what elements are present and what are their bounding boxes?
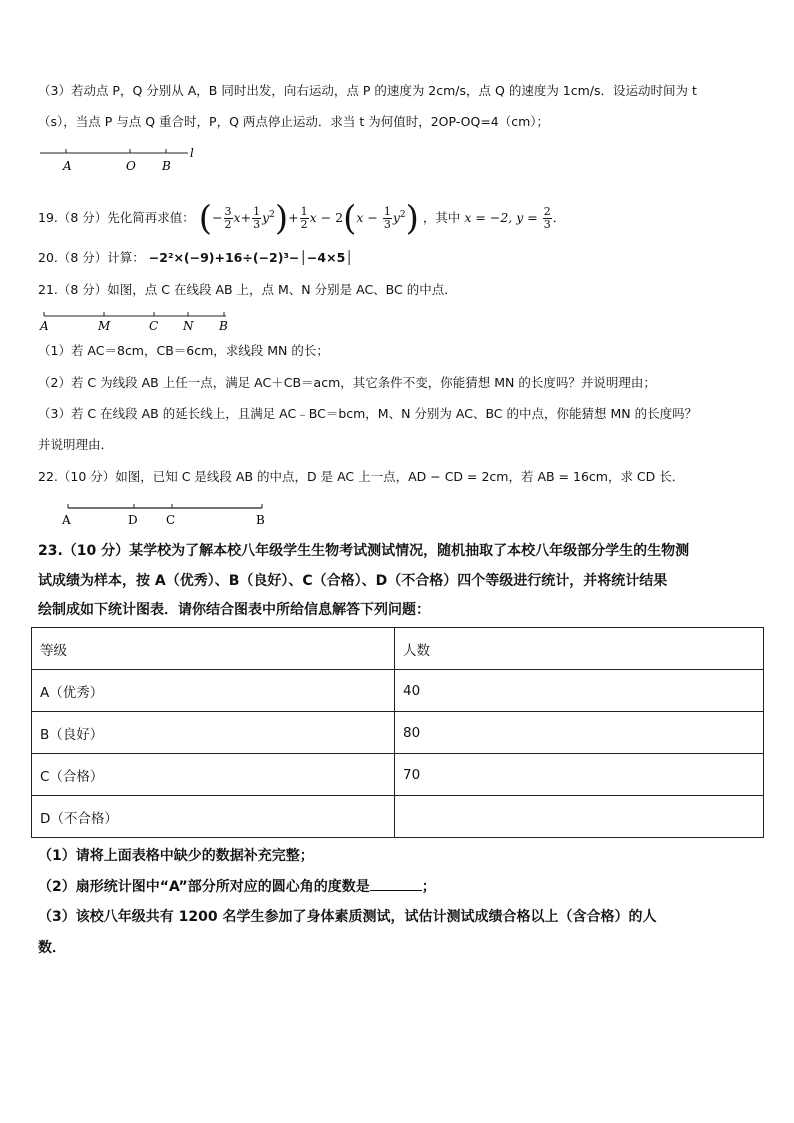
q23-part3-line2: 数． [38, 940, 66, 956]
q18-part3-line1: （3）若动点 P，Q 分别从 A，B 同时出发，向右运动，点 P 的速度为 2cm/s，点 Q 的速度为 1cm/s．设运动时间为 t [38, 83, 697, 98]
q23-part2-prefix: （2）扇形统计图中“A”部分所对应的圆心角的度数是 [38, 879, 370, 895]
q21-label-c: C [149, 319, 159, 333]
q23-line3: 绘制成如下统计图表．请你结合图表中所给信息解答下列问题： [38, 602, 430, 618]
q21-part3-line2: 并说明理由． [38, 437, 114, 452]
q19: 19.（8 分）先化简再求值： (− $\frac{3}{2}$ x+ $\frac{1}{3}$ $y^2)+$ $\frac{1}{2}$ x − 2(x − $\frac{1}{3}$ $y^2$) ，其中 x = −2, y = $\frac{2}{3}$ ． [38, 198, 566, 239]
q19-prefix: 19.（8 分）先化简再求值： [38, 210, 195, 226]
table-row [32, 796, 764, 838]
table-row [32, 670, 764, 712]
q23-part3-line1: （3）该校八年级共有 1200 名学生参加了身体素质测试，试估计测试成绩合格以上（含合格）的人 [38, 909, 657, 925]
q18-label-l: l [190, 146, 194, 160]
q22-text: 22.（10 分）如图，已知 C 是线段 AB 的中点，D 是 AC 上一点，AD − CD = 2cm，若 AB = 16cm，求 CD 长． [38, 469, 685, 484]
q20 [38, 249, 756, 267]
q20-prefix: 20.（8 分）计算： [38, 250, 145, 265]
q19-condition: x = −2, y = [464, 210, 542, 226]
count-cell: 70 [395, 754, 764, 796]
q23-line2: 试成绩为样本，按 A（优秀）、B（良好）、C（合格）、D（不合格）四个等级进行统计，并将统计结果 [38, 573, 668, 589]
grade-cell: A（优秀） [32, 670, 395, 712]
table-header-row [32, 628, 764, 670]
table-row [32, 712, 764, 754]
table-row [32, 754, 764, 796]
q22-label-b: B [256, 513, 265, 527]
q18-number-line-figure [38, 140, 208, 176]
q23-part1: （1）请将上面表格中缺少的数据补充完整； [38, 848, 314, 864]
q21-part3-line1: （3）若 C 在线段 AB 的延长线上，且满足 AC﹣BC＝bcm，M、N 分别为 AC、BC 的中点，你能猜想 MN 的长度吗？ [38, 406, 698, 421]
grade-cell: D（不合格） [32, 796, 395, 838]
q21-label-a: A [40, 319, 49, 333]
count-cell-empty [395, 796, 764, 838]
q21-label-b: B [219, 319, 228, 333]
grade-cell: B（良好） [32, 712, 395, 754]
q23-part2 [38, 877, 756, 896]
q22-label-a: A [62, 513, 71, 527]
q20-expression: −2²×(−9)+16÷(−2)³−│−4×5│ [148, 250, 353, 265]
header-grade: 等级 [32, 628, 395, 670]
q18-label-a: A [63, 159, 72, 173]
q21-intro: 21.（8 分）如图，点 C 在线段 AB 上，点 M、N 分别是 AC、BC 的中点． [38, 282, 457, 297]
q23-line1: 23.（10 分）某学校为了解本校八年级学生生物考试测试情况，随机抽取了本校八年级部分学生的生物测 [38, 543, 690, 559]
count-cell: 40 [395, 670, 764, 712]
q22-label-d: D [128, 513, 138, 527]
q19-suffix: ，其中 [422, 210, 461, 226]
q21-segment-figure [38, 306, 238, 336]
q21-part1: （1）若 AC＝8cm，CB＝6cm，求线段 MN 的长； [38, 343, 329, 358]
q18-part3-line2: （s），当点 P 与点 Q 重合时，P，Q 两点停止运动．求当 t 为何值时，2OP-OQ=4（cm）； [38, 114, 550, 129]
q21-label-n: N [183, 319, 194, 333]
answer-blank [370, 877, 422, 891]
header-count: 人数 [395, 628, 764, 670]
q22-segment-figure [58, 500, 278, 530]
count-cell: 80 [395, 712, 764, 754]
q18-label-b: B [162, 159, 171, 173]
q23-part2-suffix: ； [421, 879, 436, 895]
q18-label-o: O [126, 159, 136, 173]
q19-expression: (− $\frac{3}{2}$ x+ $\frac{1}{3}$ $y^2)+$ $\frac{1}{2}$ x − 2(x − $\frac{1}{3}$ $y^2$) [198, 198, 419, 239]
q22-label-c: C [166, 513, 176, 527]
grade-table [31, 627, 764, 838]
grade-cell: C（合格） [32, 754, 395, 796]
q21-label-m: M [98, 319, 111, 333]
q21-part2: （2）若 C 为线段 AB 上任一点，满足 AC＋CB＝acm，其它条件不变，你能猜想 MN 的长度吗？并说明理由； [38, 375, 656, 390]
